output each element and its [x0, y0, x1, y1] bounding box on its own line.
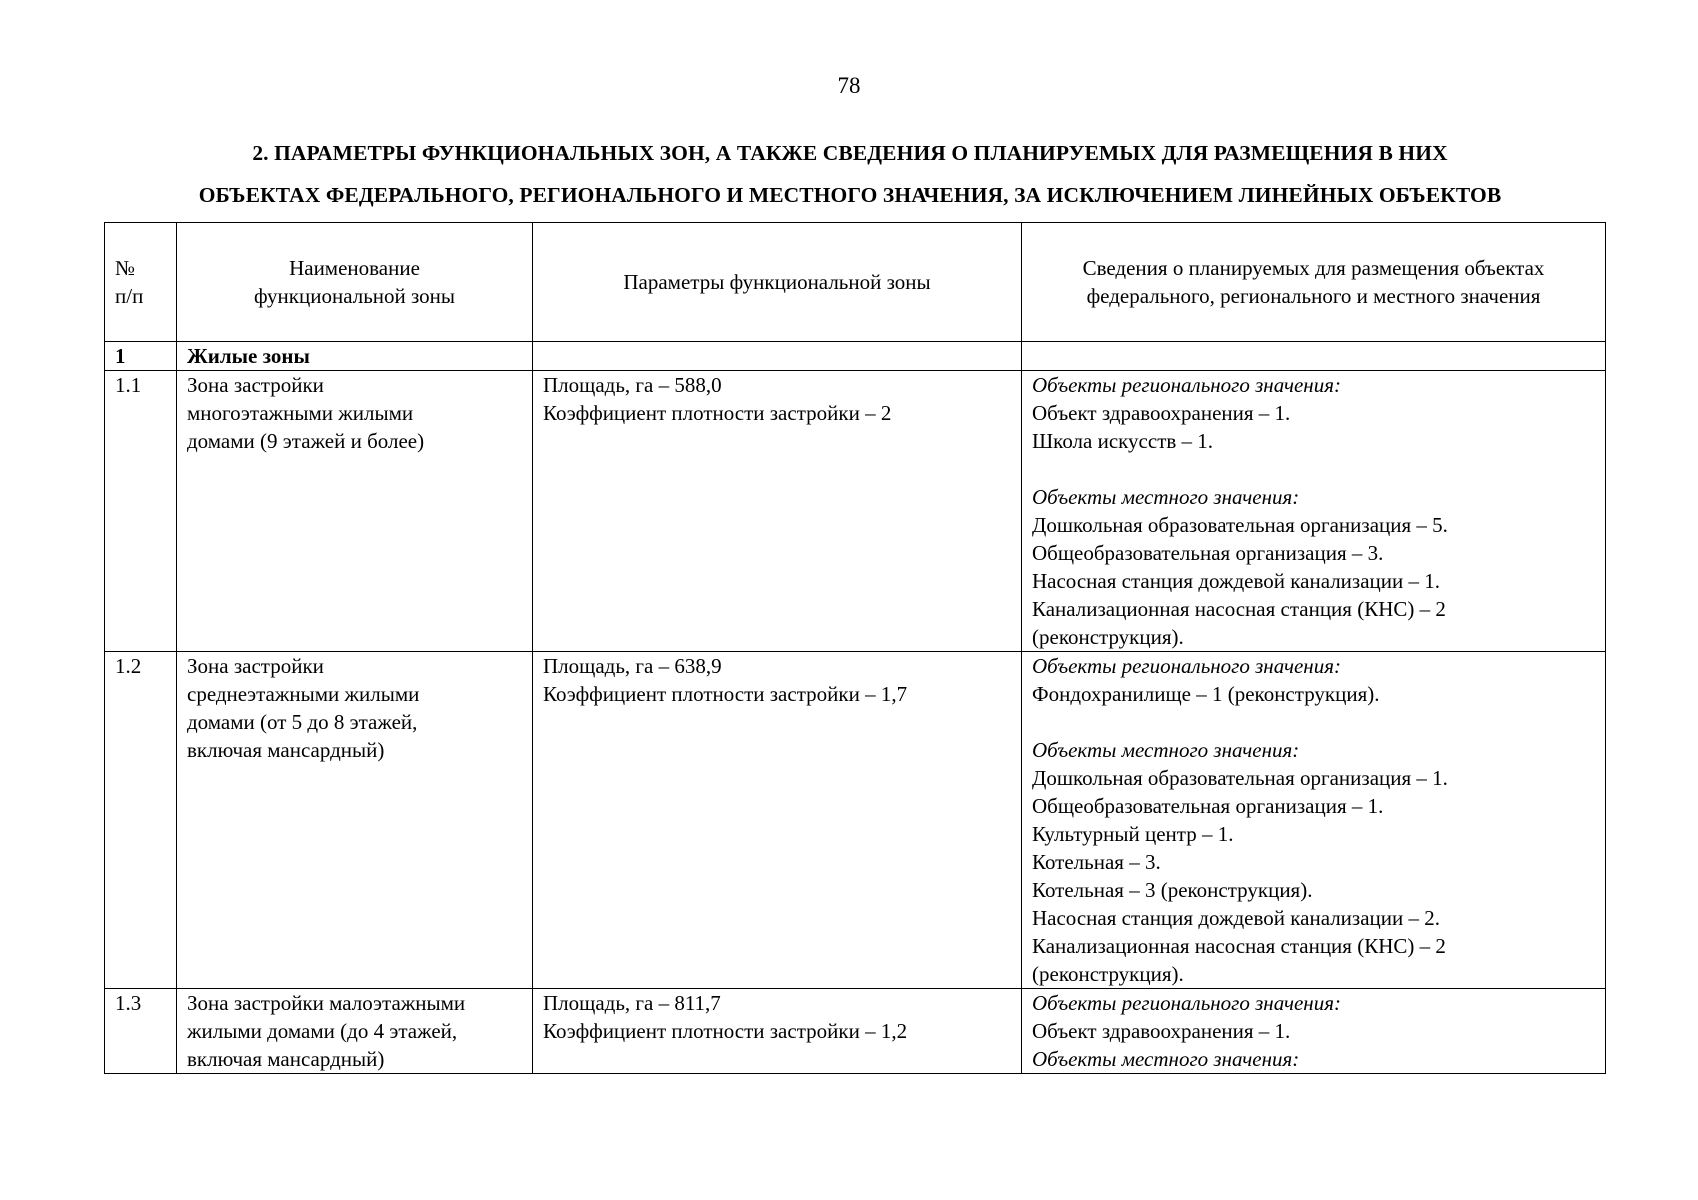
section-number: 1 — [105, 342, 177, 371]
local-object-item: Общеобразовательная организация – 3. — [1032, 541, 1384, 565]
local-object-item: Канализационная насосная станция (КНС) – 2 — [1032, 934, 1446, 958]
document-title — [100, 132, 1600, 216]
zone-parameter-line: Коэффициент плотности застройки – 1,7 — [543, 682, 908, 706]
zone-name-line: жилыми домами (до 4 этажей, — [187, 1019, 458, 1043]
row-number: 1.2 — [105, 652, 177, 989]
row-planned-objects — [1022, 371, 1606, 652]
zone-name-line: домами (9 этажей и более) — [187, 429, 425, 453]
regional-objects-heading: Объекты регионального значения: — [1032, 373, 1341, 397]
header-zone-name-line-2: функциональной зоны — [253, 284, 456, 308]
zone-name-line: домами (от 5 до 8 этажей, — [187, 710, 418, 734]
row-number: 1.1 — [105, 371, 177, 652]
table-row — [105, 371, 1606, 652]
section-name: Жилые зоны — [177, 342, 533, 371]
header-number — [105, 223, 177, 342]
row-zone-name — [177, 989, 533, 1074]
zone-name-line: среднеэтажными жилыми — [187, 682, 420, 706]
local-object-item: Дошкольная образовательная организация – 1. — [1032, 766, 1448, 790]
zone-parameter-line: Площадь, га – 588,0 — [543, 373, 722, 397]
spacer — [1032, 455, 1595, 483]
regional-objects-heading: Объекты регионального значения: — [1032, 991, 1341, 1015]
regional-object-item: Фондохранилище – 1 (реконструкция). — [1032, 682, 1380, 706]
header-number-line-2: п/п — [115, 284, 144, 308]
zone-parameter-line: Коэффициент плотности застройки – 2 — [543, 401, 892, 425]
document-title-line-2: ОБЪЕКТАХ ФЕДЕРАЛЬНОГО, РЕГИОНАЛЬНОГО И МЕСТНОГО ЗНАЧЕНИЯ, ЗА ИСКЛЮЧЕНИЕМ ЛИНЕЙНЫХ ОБЪЕКТОВ — [198, 183, 1502, 207]
section-params-empty — [533, 342, 1022, 371]
regional-object-item: Школа искусств – 1. — [1032, 429, 1214, 453]
zone-name-line: включая мансардный) — [187, 1047, 385, 1071]
zone-name-line: Зона застройки малоэтажными — [187, 991, 466, 1015]
local-object-item: Общеобразовательная организация – 1. — [1032, 794, 1384, 818]
local-object-item: (реконструкция). — [1032, 962, 1184, 986]
row-zone-parameters — [533, 989, 1022, 1074]
row-number: 1.3 — [105, 989, 177, 1074]
local-object-item: Котельная – 3 (реконструкция). — [1032, 878, 1313, 902]
header-zone-parameters: Параметры функциональной зоны — [533, 223, 1022, 342]
local-object-item: Канализационная насосная станция (КНС) – 2 — [1032, 597, 1446, 621]
zone-name-line: Зона застройки — [187, 373, 324, 397]
zone-parameter-line: Площадь, га – 811,7 — [543, 991, 721, 1015]
zone-parameter-line: Площадь, га – 638,9 — [543, 654, 722, 678]
zone-name-line: Зона застройки — [187, 654, 324, 678]
row-planned-objects — [1022, 652, 1606, 989]
row-zone-name — [177, 652, 533, 989]
functional-zones-table — [104, 222, 1606, 1074]
local-object-item: Котельная – 3. — [1032, 850, 1161, 874]
regional-objects-heading: Объекты регионального значения: — [1032, 654, 1341, 678]
header-planned-objects-line-2: федерального, регионального и местного значения — [1086, 284, 1541, 308]
zone-parameter-line: Коэффициент плотности застройки – 1,2 — [543, 1019, 908, 1043]
header-zone-name-line-1: Наименование — [289, 256, 420, 280]
table-row — [105, 652, 1606, 989]
local-object-item: Насосная станция дождевой канализации – 1. — [1032, 569, 1441, 593]
regional-object-item: Объект здравоохранения – 1. — [1032, 1019, 1291, 1043]
local-object-item: Дошкольная образовательная организация – 5. — [1032, 513, 1448, 537]
local-object-item: Культурный центр – 1. — [1032, 822, 1234, 846]
local-objects-heading: Объекты местного значения: — [1032, 1047, 1300, 1071]
zone-name-line: многоэтажными жилыми — [187, 401, 414, 425]
header-planned-objects-line-1: Сведения о планируемых для размещения объектах — [1082, 256, 1545, 280]
table-header-row — [105, 223, 1606, 342]
zone-name-line: включая мансардный) — [187, 738, 385, 762]
local-object-item: (реконструкция). — [1032, 625, 1184, 649]
row-planned-objects — [1022, 989, 1606, 1074]
regional-object-item: Объект здравоохранения – 1. — [1032, 401, 1291, 425]
header-number-line-1: № — [115, 256, 136, 280]
row-zone-name — [177, 371, 533, 652]
local-objects-heading: Объекты местного значения: — [1032, 738, 1300, 762]
page-number: 78 — [837, 73, 861, 98]
row-zone-parameters — [533, 371, 1022, 652]
document-title-line-1: 2. ПАРАМЕТРЫ ФУНКЦИОНАЛЬНЫХ ЗОН, А ТАКЖЕ СВЕДЕНИЯ О ПЛАНИРУЕМЫХ ДЛЯ РАЗМЕЩЕНИЯ В НИХ — [252, 141, 1448, 165]
local-object-item: Насосная станция дождевой канализации – 2. — [1032, 906, 1441, 930]
header-planned-objects — [1022, 223, 1606, 342]
row-zone-parameters — [533, 652, 1022, 989]
table-row — [105, 989, 1606, 1074]
header-zone-name — [177, 223, 533, 342]
spacer — [1032, 708, 1595, 736]
section-row-residential — [105, 342, 1606, 371]
local-objects-heading: Объекты местного значения: — [1032, 485, 1300, 509]
section-info-empty — [1022, 342, 1606, 371]
